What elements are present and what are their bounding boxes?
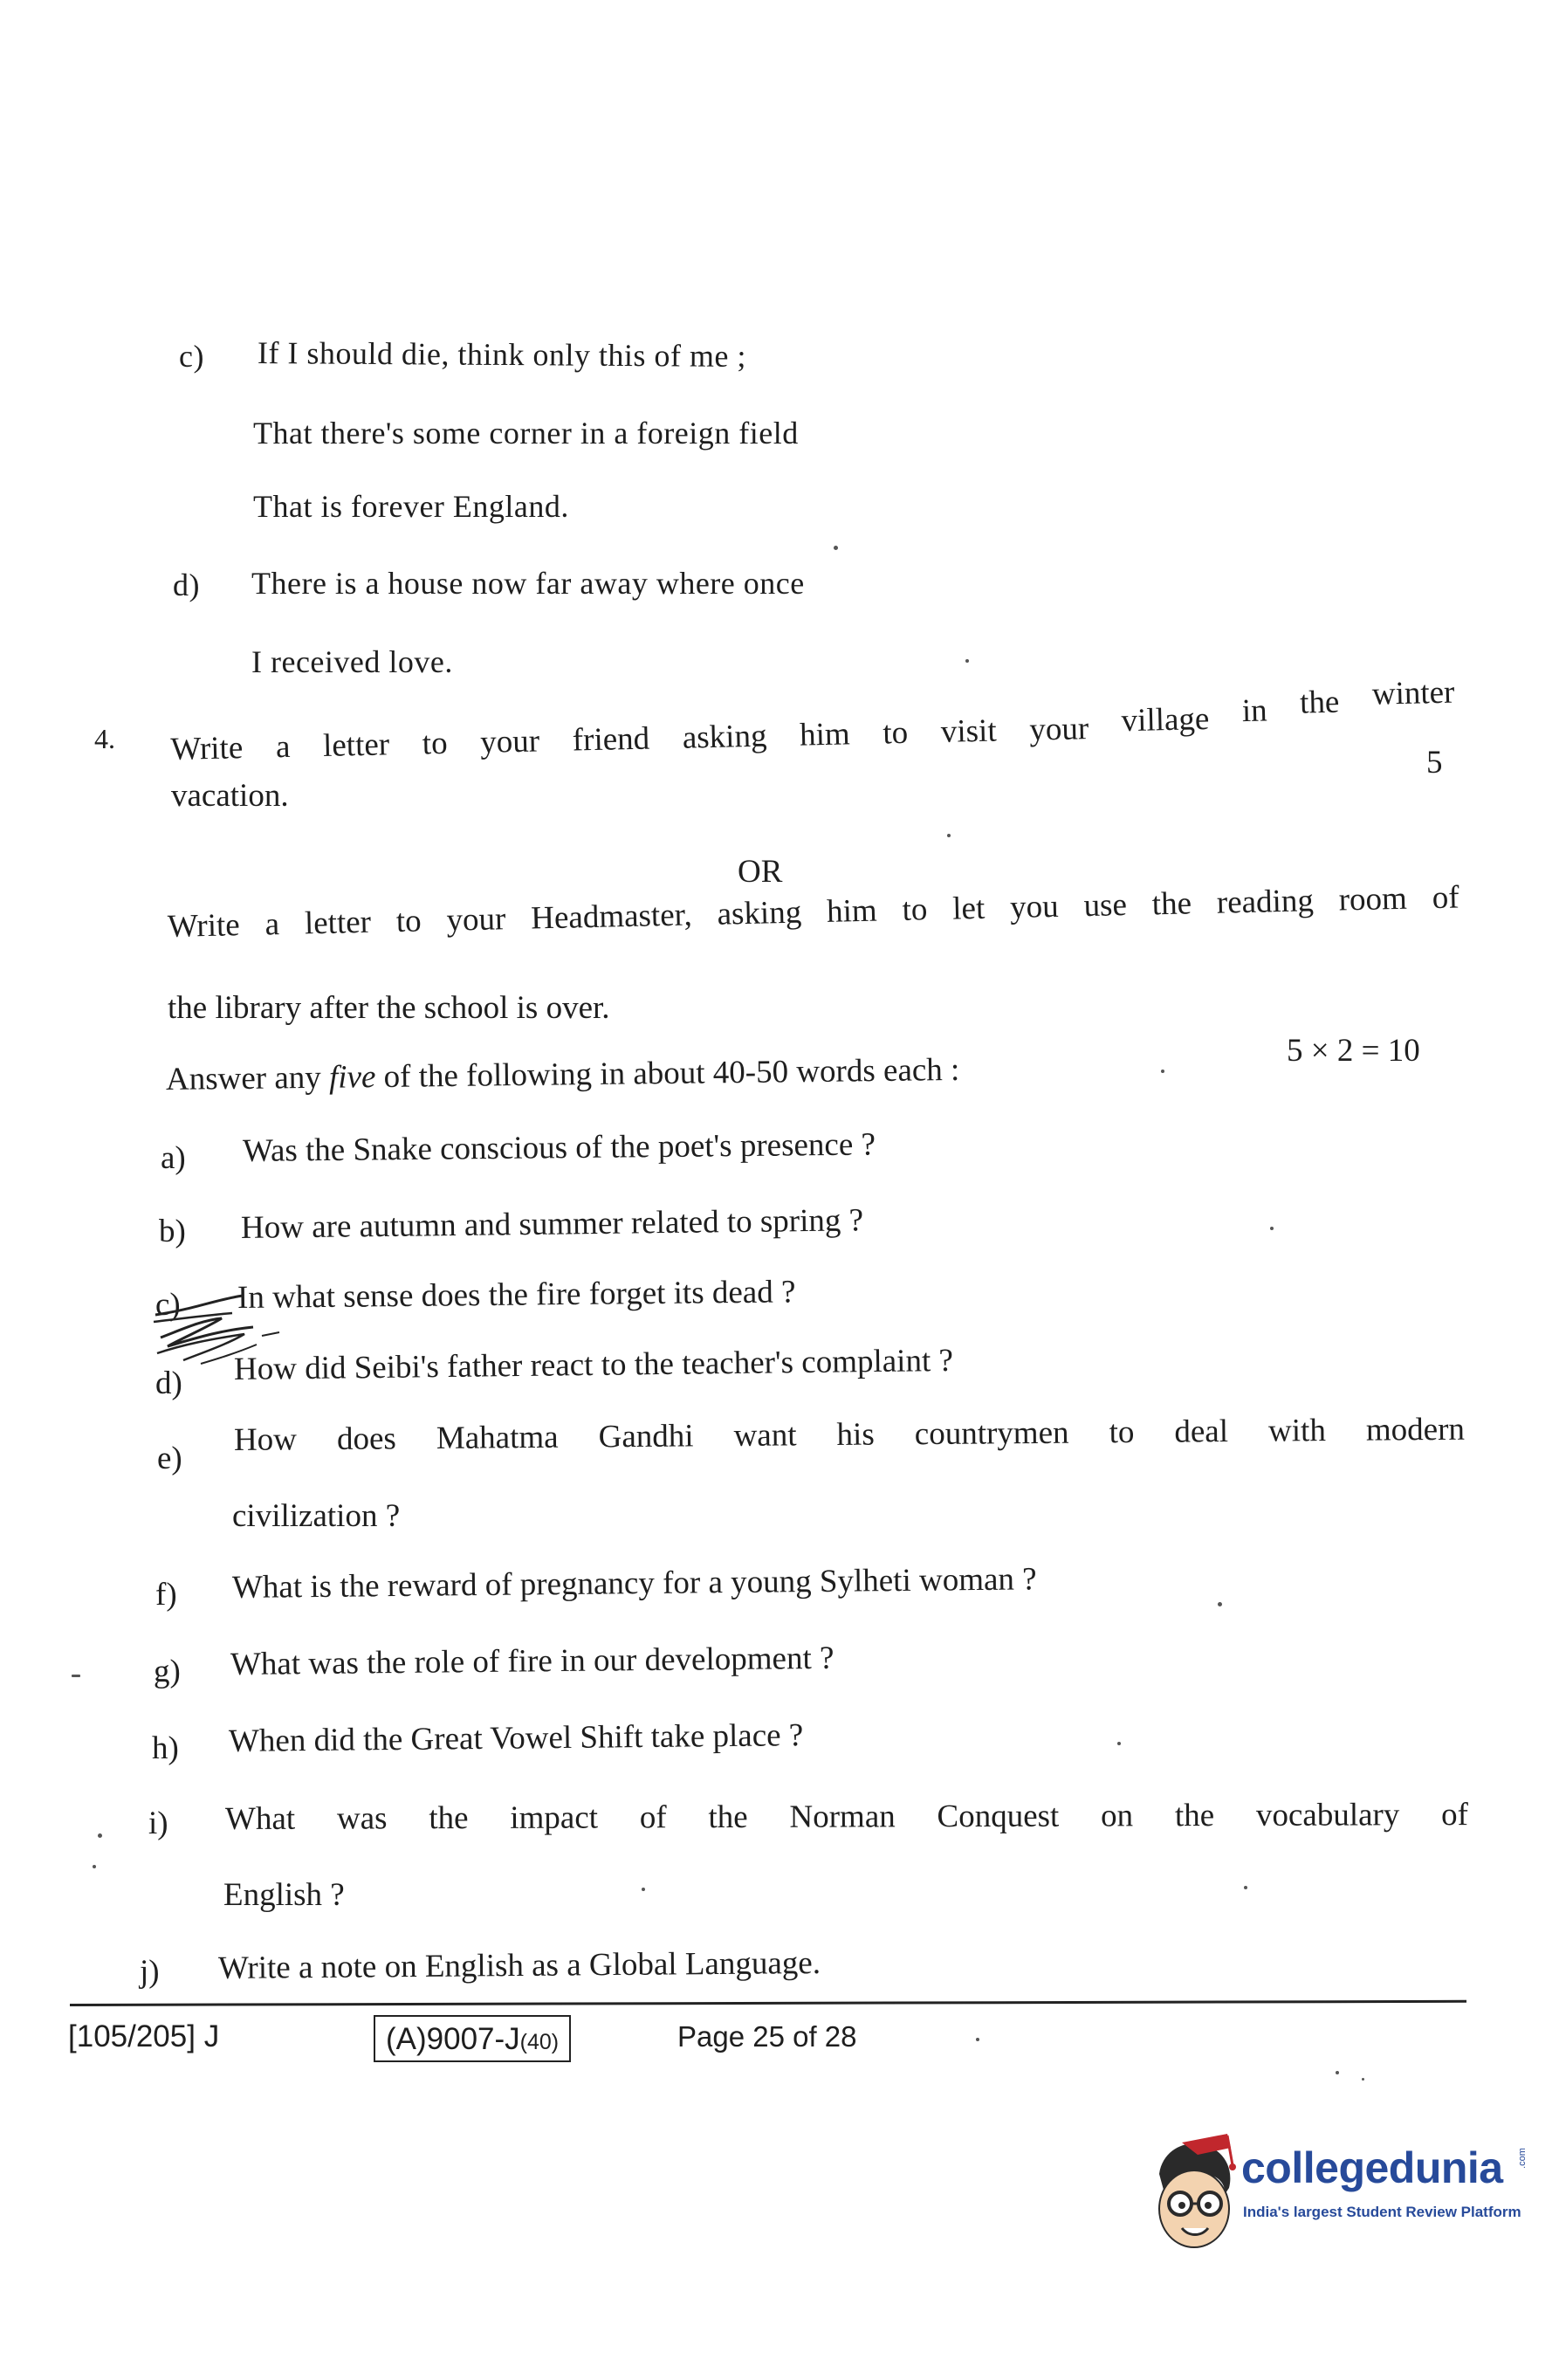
scan-speck — [1244, 1886, 1247, 1889]
q4-line-1-word: the — [1299, 684, 1340, 721]
q5-text-f: What is the reward of pregnancy for a young Sylheti woman ? — [231, 1561, 1037, 1606]
q4-line-1-word: to — [422, 725, 449, 762]
scan-speck — [642, 1888, 645, 1891]
scan-speck — [834, 546, 838, 550]
q5-text-e-word: deal — [1174, 1414, 1229, 1450]
q5-text-i-word: was — [336, 1800, 388, 1837]
footer-code-box — [374, 2015, 571, 2062]
q5-label-b: b) — [159, 1214, 186, 1249]
logo-tagline: India's largest Student Review Platform — [1243, 2204, 1521, 2220]
q4-alt-line-1-word: let — [951, 890, 986, 927]
q4-alt-line-1 — [167, 878, 1459, 948]
q4-line-1-word: winter — [1371, 674, 1455, 712]
poem-d-line-2: I received love. — [251, 644, 453, 679]
scan-speck — [93, 1865, 96, 1868]
q4-line-1-word: village — [1121, 701, 1210, 739]
q5-text-i-word: the — [708, 1799, 748, 1836]
scan-speck — [947, 834, 951, 837]
scan-speck — [1117, 1742, 1121, 1745]
q4-alt-line-1-word: of — [1432, 879, 1460, 917]
q5-text-e-word: want — [733, 1417, 797, 1455]
q4-line-1 — [169, 670, 1455, 768]
scan-speck — [965, 659, 969, 663]
q4-number: 4. — [94, 723, 115, 754]
q5-intro-after: of the following in about 40-50 words each : — [375, 1051, 960, 1096]
q4-line-1-word: asking — [682, 718, 767, 756]
q4-alt-line-1-word: Write — [167, 907, 241, 945]
q4-alt-line-1-word: the — [1151, 885, 1192, 923]
footer-code-suffix: (40) — [519, 2030, 560, 2054]
q5-text-i-word: the — [1174, 1798, 1215, 1834]
q5-marks: 5 × 2 = 10 — [1287, 1033, 1420, 1069]
q5-text-e-word: How — [233, 1421, 298, 1458]
q5-text-i-word: Norman — [789, 1799, 896, 1835]
scan-speck — [1270, 1227, 1274, 1230]
q5-text-e-word: Mahatma — [436, 1419, 559, 1456]
q5-text-d: How did Seibi's father react to the teacher's complaint ? — [233, 1342, 954, 1387]
q4-alt-line-1-word: to — [902, 891, 928, 928]
poem-c-line-3: That is forever England. — [253, 489, 569, 524]
q5-text-e-word: does — [336, 1420, 396, 1457]
q4-or: OR — [738, 854, 783, 890]
q5-label-f: f) — [155, 1577, 177, 1613]
q5-label-a: a) — [161, 1140, 186, 1176]
q5-text-e-word: countrymen — [914, 1414, 1069, 1453]
q5-text-e-word: modern — [1365, 1411, 1466, 1448]
poem-label-d: d) — [173, 567, 200, 602]
mascot-icon — [1143, 2130, 1241, 2261]
q5-text-g: What was the role of fire in our development ? — [230, 1640, 834, 1682]
q4-line-1-word: your — [1028, 711, 1089, 748]
scan-speck — [976, 2038, 979, 2041]
poem-c-line-2: That there's some corner in a foreign field — [253, 416, 799, 451]
q5-text-e-line-1 — [234, 1411, 1465, 1462]
q4-line-1-word: letter — [322, 726, 390, 765]
q5-text-e-word: with — [1267, 1413, 1327, 1449]
q4-line-1-word: a — [275, 728, 291, 766]
q4-alt-line-1-word: to — [395, 903, 422, 940]
q4-alt-line-1-word: asking — [717, 894, 802, 932]
q5-text-h: When did the Great Vowel Shift take place ? — [228, 1717, 804, 1759]
pen-scribble — [148, 1283, 323, 1379]
q5-label-j: j) — [140, 1954, 160, 1990]
q4-line-1-word: in — [1241, 692, 1268, 730]
q5-text-i-word: of — [1441, 1797, 1469, 1833]
q5-label-h: h) — [152, 1730, 179, 1766]
q5-text-i-word: on — [1101, 1798, 1134, 1834]
scan-speck — [72, 1675, 80, 1677]
scan-speck — [1362, 2078, 1364, 2081]
poem-c-line-1: If I should die, think only this of me ; — [257, 335, 747, 374]
q4-line-1-word: visit — [940, 712, 998, 750]
q5-text-i-word: vocabulary — [1255, 1797, 1400, 1833]
poem-label-c: c) — [179, 339, 204, 374]
q4-alt-line-1-word: you — [1009, 888, 1060, 926]
q5-text-i-word: impact — [510, 1799, 599, 1836]
q5-label-e: e) — [157, 1441, 182, 1476]
q5-text-i-line-2: English ? — [223, 1877, 345, 1913]
q4-alt-line-1-word: a — [264, 906, 280, 943]
q5-text-i-word: of — [639, 1799, 667, 1836]
q5-text-i-word: What — [224, 1800, 296, 1837]
q5-text-j: Write a note on English as a Global Language. — [217, 1944, 821, 1986]
q5-intro-before: Answer any — [165, 1059, 330, 1097]
q5-text-c: In what sense does the fire forget its dead ? — [237, 1274, 796, 1316]
logo-com: .com — [1516, 2148, 1528, 2169]
q4-alt-line-1-word: letter — [304, 904, 372, 942]
q5-label-c: c) — [155, 1287, 181, 1323]
q5-label-i: i) — [148, 1806, 168, 1841]
q4-alt-line-1-word: use — [1083, 887, 1128, 925]
q4-line-1-word: Write — [170, 730, 244, 768]
q5-text-i-word: the — [429, 1800, 469, 1837]
q4-alt-line-1-word: reading — [1216, 883, 1315, 921]
q5-text-e-word: his — [836, 1416, 875, 1453]
q4-alt-line-1-word: your — [446, 901, 506, 939]
q4-alt-line-2: the library after the school is over. — [168, 990, 610, 1026]
q5-text-i-line-1 — [225, 1796, 1468, 1840]
q4-line-1-word: to — [882, 714, 909, 752]
q4-line-1-word: your — [479, 723, 540, 760]
q4-line-2: vacation. — [171, 778, 289, 814]
q4-alt-line-1-word: him — [826, 892, 878, 930]
q5-text-a: Was the Snake conscious of the poet's presence ? — [242, 1126, 876, 1169]
q4-line-1-word: friend — [572, 720, 650, 759]
q5-text-e-word: to — [1109, 1414, 1135, 1451]
q5-intro — [165, 1051, 960, 1097]
footer-page: Page 25 of 28 — [677, 2020, 857, 2053]
logo-name: collegedunia — [1241, 2143, 1503, 2192]
scan-speck — [98, 1833, 102, 1838]
scan-speck — [1161, 1070, 1164, 1073]
q4-line-1-word: him — [799, 716, 851, 753]
q5-text-i-word: Conquest — [937, 1798, 1060, 1835]
q5-text-e-word: Gandhi — [598, 1418, 694, 1455]
collegedunia-logo — [1143, 2130, 1528, 2261]
q4-marks: 5 — [1426, 745, 1443, 781]
footer-rule — [70, 2000, 1466, 2006]
q5-label-g: g) — [154, 1654, 181, 1689]
q5-text-e-line-2: civilization ? — [232, 1498, 401, 1534]
q4-alt-line-1-word: Headmaster, — [530, 897, 693, 937]
q5-text-b: How are autumn and summer related to spring ? — [240, 1202, 864, 1246]
q5-intro-emph: five — [328, 1059, 376, 1096]
q4-alt-line-1-word: room — [1338, 880, 1408, 918]
footer-course: [105/205] J — [68, 2019, 220, 2053]
footer-code: (A)9007-J — [386, 2022, 520, 2056]
poem-d-line-1: There is a house now far away where once — [251, 566, 805, 601]
scan-speck — [1336, 2071, 1339, 2074]
scan-speck — [1218, 1602, 1222, 1606]
q5-label-d: d) — [155, 1365, 182, 1401]
